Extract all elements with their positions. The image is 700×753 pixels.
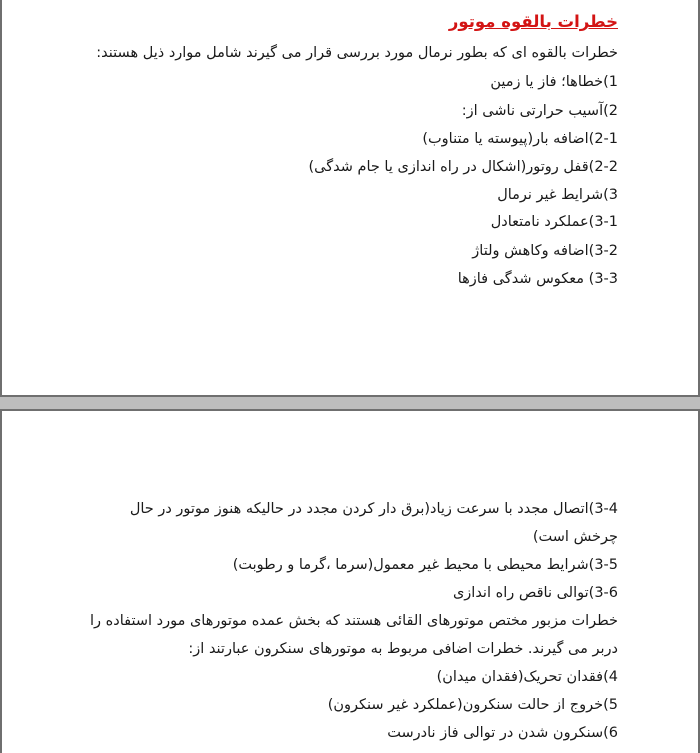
list-item-3-1: 3-1)عملکرد نامتعادل	[490, 214, 618, 230]
list-item-3-3: 3-3) معکوس شدگی فازها	[457, 271, 618, 287]
list-item-2-2: 2-2)قفل روتور(اشکال در راه اندازی یا جام شدگی)	[308, 159, 618, 175]
document-title: خطرات بالقوه موتور	[448, 12, 618, 31]
document-page-2	[0, 409, 700, 753]
list-item-3-4-cont: چرخش است)	[532, 529, 618, 545]
list-item-4: 4)فقدان تحریک(فقدان میدان)	[436, 669, 618, 685]
paragraph-line-1: خطرات مزبور مختص موتورهای القائی هستند که بخش عمده موتورهای مورد استفاده را	[90, 613, 618, 629]
list-item-3-2: 3-2)اضافه وکاهش ولتاژ	[472, 243, 618, 259]
intro-line: خطرات بالقوه ای که بطور نرمال مورد بررسی قرار می گیرند شامل موارد ذیل هستند:	[96, 45, 618, 61]
list-item-3: 3)شرایط غیر نرمال	[497, 187, 618, 203]
page-separator	[0, 395, 700, 409]
list-item-5: 5)خروج از حالت سنکرون(عملکرد غیر سنکرون)	[327, 697, 618, 713]
list-item-3-6: 3-6)توالی ناقص راه اندازی	[452, 585, 618, 601]
list-item-6: 6)سنکرون شدن در توالی فاز نادرست	[387, 725, 618, 741]
list-item-2-1: 2-1)اضافه بار(پیوسته یا متناوب)	[422, 131, 618, 147]
list-item-1: 1)خطاها؛ فاز یا زمین	[490, 74, 618, 90]
paragraph-line-2: دربر می گیرند. خطرات اضافی مربوط به موتورهای سنکرون عبارتند از:	[188, 641, 618, 657]
list-item-3-4: 3-4)اتصال مجدد با سرعت زیاد(برق دار کردن مجدد در حالیکه هنوز موتور در حال	[129, 501, 618, 517]
list-item-2: 2)آسیب حرارتی ناشی از:	[461, 103, 618, 119]
list-item-3-5: 3-5)شرایط محیطی با محیط غیر معمول(سرما ،گرما و رطوبت)	[232, 557, 618, 573]
